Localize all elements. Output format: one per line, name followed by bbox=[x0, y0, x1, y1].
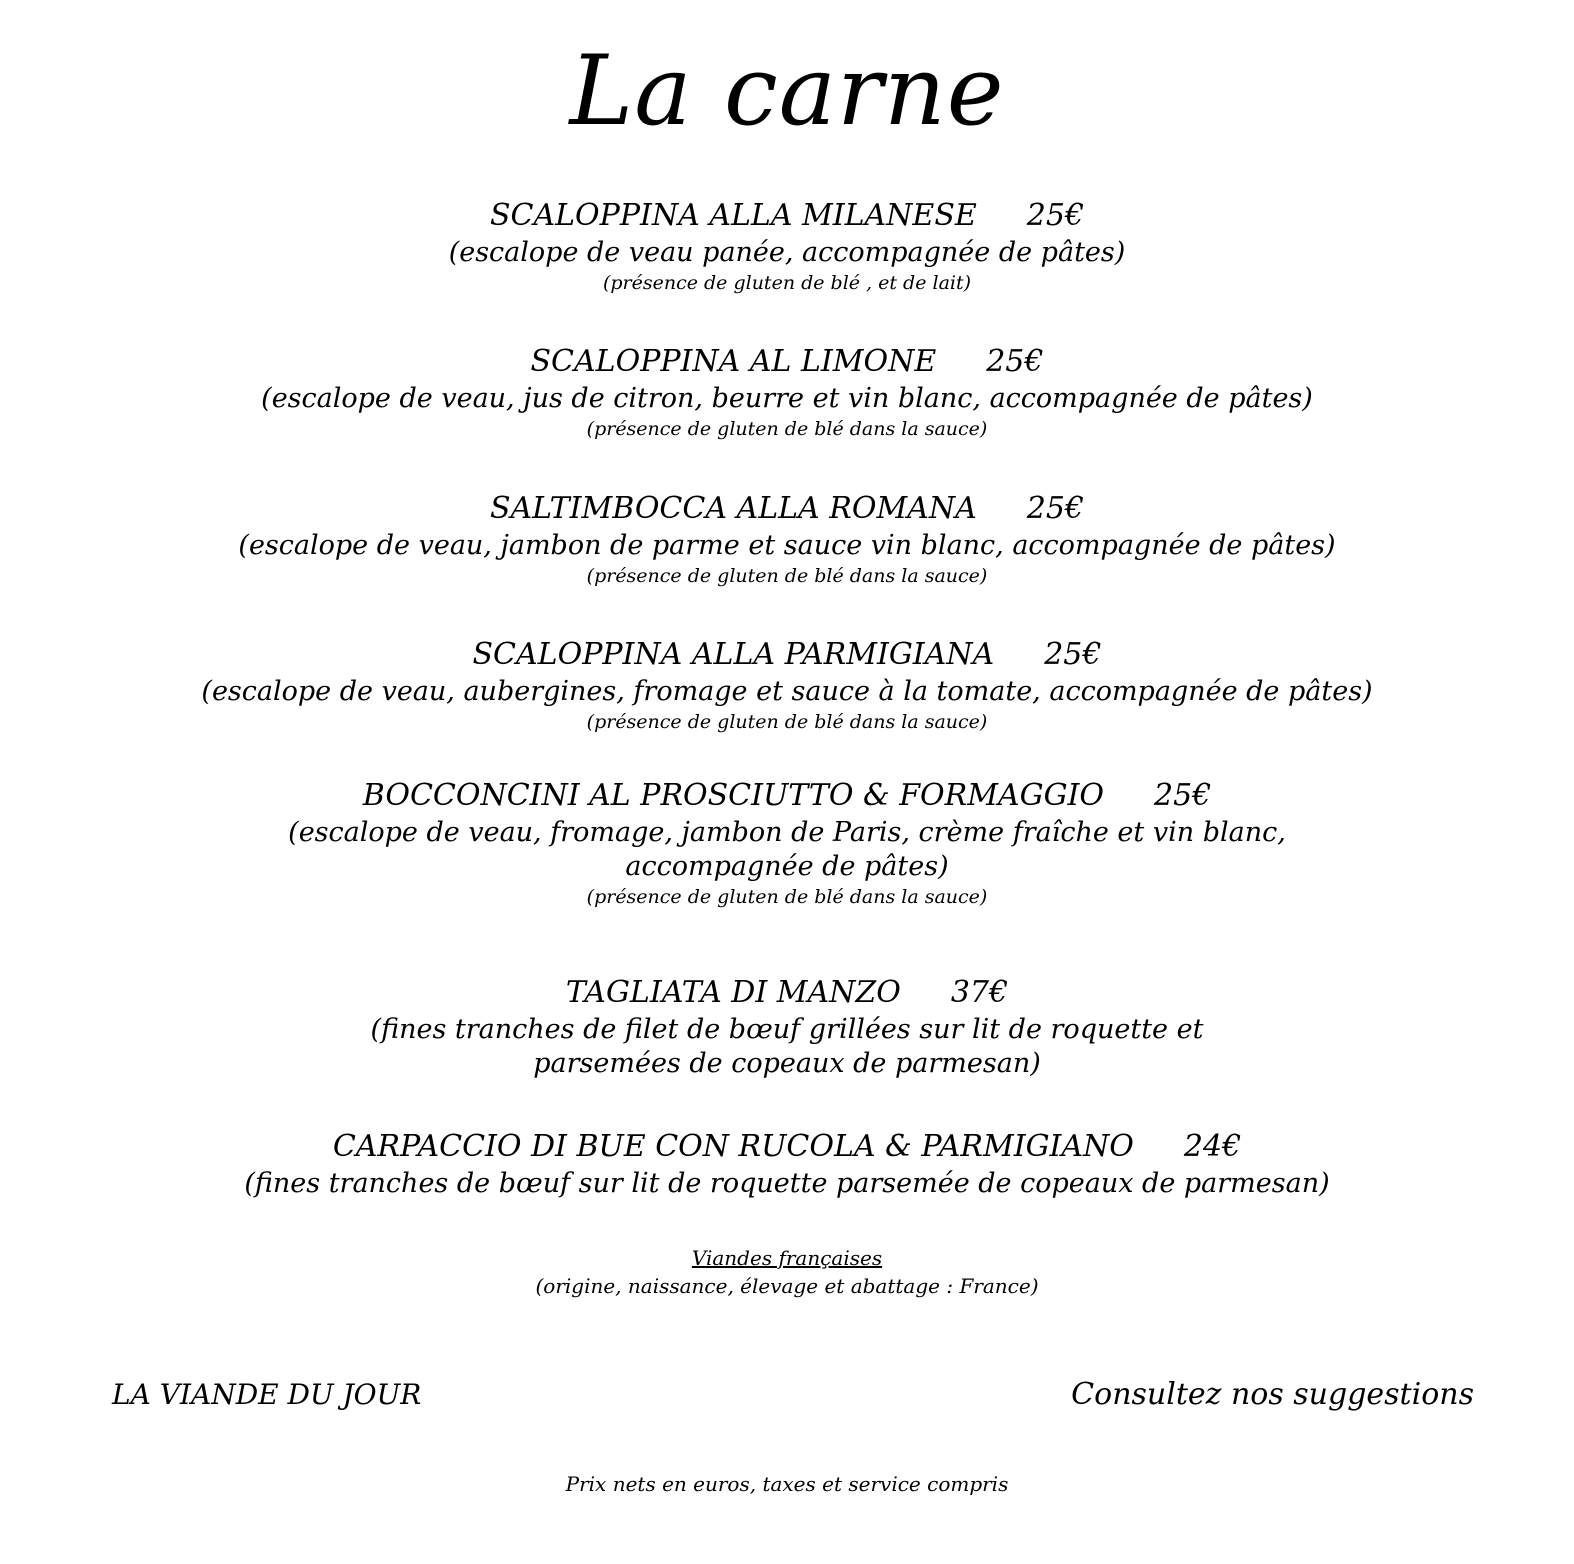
dish-name: SALTIMBOCCA ALLA ROMANA bbox=[489, 491, 977, 526]
dish-description: parsemées de copeaux de parmesan) bbox=[533, 1048, 1041, 1079]
dish-item bbox=[0, 1127, 1574, 1201]
dish-item bbox=[0, 196, 1574, 296]
dish-name: TAGLIATA DI MANZO bbox=[565, 975, 901, 1010]
dish-item bbox=[0, 489, 1574, 589]
dish-item bbox=[0, 635, 1574, 735]
dish-allergen-note: (présence de gluten de blé dans la sauce) bbox=[586, 886, 988, 908]
dish-allergen-note: (présence de gluten de blé dans la sauce) bbox=[586, 418, 988, 440]
origin-title: Viandes françaises bbox=[691, 1246, 883, 1270]
dish-description: (escalope de veau, jambon de parme et sauce vin blanc, accompagnée de pâtes) bbox=[238, 530, 1336, 561]
dish-header bbox=[0, 489, 1574, 529]
dish-price: 37€ bbox=[950, 975, 1009, 1010]
dish-description: (fines tranches de bœuf sur lit de roquette parsemée de copeaux de parmesan) bbox=[244, 1168, 1330, 1199]
dish-item bbox=[0, 776, 1574, 910]
dish-description: (escalope de veau, fromage, jambon de Paris, crème fraîche et vin blanc, bbox=[288, 817, 1286, 848]
dish-price: 24€ bbox=[1183, 1129, 1242, 1164]
dish-description: accompagnée de pâtes) bbox=[625, 851, 949, 882]
dish-price: 25€ bbox=[1026, 491, 1085, 526]
dish-item bbox=[0, 342, 1574, 442]
dish-name: CARPACCIO DI BUE CON RUCOLA & PARMIGIANO bbox=[332, 1129, 1134, 1164]
page-title: La carne bbox=[569, 35, 1005, 147]
origin-detail: (origine, naissance, élevage et abattage : France) bbox=[535, 1274, 1039, 1298]
dish-price: 25€ bbox=[1044, 637, 1102, 672]
dish-description: (escalope de veau panée, accompagnée de pâtes) bbox=[448, 237, 1126, 268]
dish-name: SCALOPPINA ALLA MILANESE bbox=[489, 198, 977, 233]
dish-description: (fines tranches de filet de bœuf grillées sur lit de roquette et bbox=[370, 1014, 1204, 1045]
dish-name: SCALOPPINA AL LIMONE bbox=[530, 344, 937, 379]
dish-allergen-note: (présence de gluten de blé , et de lait) bbox=[602, 272, 972, 294]
dish-allergen-note: (présence de gluten de blé dans la sauce) bbox=[586, 711, 988, 733]
dish-item bbox=[0, 973, 1574, 1081]
dish-header bbox=[0, 635, 1574, 675]
meat-origin-note bbox=[0, 1244, 1574, 1300]
price-footer: Prix nets en euros, taxes et service compris bbox=[565, 1472, 1009, 1496]
dish-header bbox=[0, 973, 1574, 1013]
dish-description: (escalope de veau, aubergines, fromage et sauce à la tomate, accompagnée de pâtes) bbox=[201, 676, 1373, 707]
dish-header bbox=[0, 776, 1574, 816]
dish-price: 25€ bbox=[986, 344, 1044, 379]
viande-du-jour-label: LA VIANDE DU JOUR bbox=[112, 1378, 422, 1411]
dish-header bbox=[0, 196, 1574, 236]
dish-price: 25€ bbox=[1153, 778, 1212, 813]
dish-name: SCALOPPINA ALLA PARMIGIANA bbox=[472, 637, 995, 672]
dish-header bbox=[0, 1127, 1574, 1167]
dish-price: 25€ bbox=[1026, 198, 1085, 233]
dish-name: BOCCONCINI AL PROSCIUTTO & FORMAGGIO bbox=[362, 778, 1104, 813]
dish-header bbox=[0, 342, 1574, 382]
suggestions-label: Consultez nos suggestions bbox=[1071, 1377, 1474, 1412]
dish-description: (escalope de veau, jus de citron, beurre et vin blanc, accompagnée de pâtes) bbox=[261, 383, 1313, 414]
dish-allergen-note: (présence de gluten de blé dans la sauce) bbox=[586, 565, 988, 587]
